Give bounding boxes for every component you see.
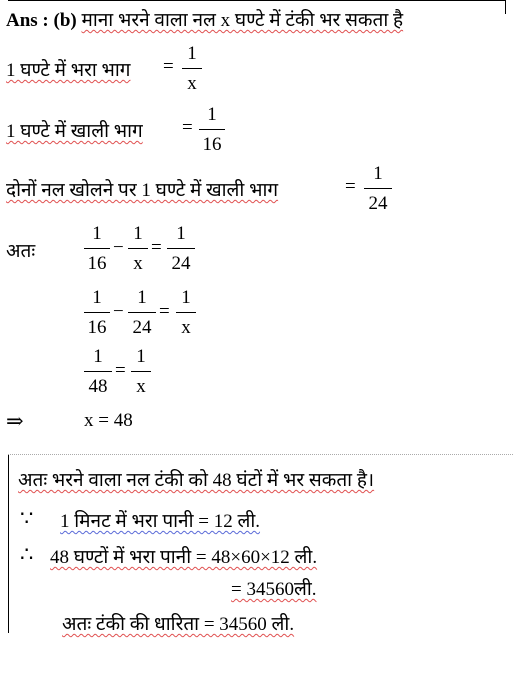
- eq3-fraction-b: 1 x: [131, 345, 151, 399]
- minus-sign: −: [113, 237, 124, 258]
- minus-sign: −: [113, 301, 124, 322]
- eq2-fraction-a: 1 16: [84, 286, 110, 340]
- fill-rate-label: 1 घण्टे में भरा भाग: [6, 60, 131, 81]
- separator: [8, 454, 513, 455]
- fraction-net-rate: 1 24: [364, 162, 392, 216]
- right-border: [505, 0, 506, 14]
- empty-rate-label: 1 घण्टे में खाली भाग: [6, 121, 143, 142]
- eq2-fraction-c: 1 x: [176, 286, 196, 340]
- equals-sign: =: [151, 237, 162, 258]
- therefore-word: अतः: [6, 241, 36, 262]
- eq1-fraction-c: 1 24: [167, 222, 195, 276]
- final-answer: x = 48: [84, 410, 133, 431]
- answer-statement: माना भरने वाला नल x घण्टे में टंकी भर सकता है: [81, 10, 404, 31]
- fraction-fill-rate: 1 x: [182, 42, 202, 96]
- equals-sign: =: [115, 360, 126, 381]
- since-line: 1 मिनट में भरा पानी = 12 ली.: [60, 511, 261, 532]
- equals-sign: =: [182, 117, 193, 138]
- therefore-symbol-icon: ∴: [20, 542, 34, 566]
- top-border: [8, 0, 505, 1]
- answer-line: [6, 6, 403, 32]
- equals-sign: =: [159, 301, 170, 322]
- eq1-fraction-a: 1 16: [84, 222, 110, 276]
- conclusion-line: अतः भरने वाला नल टंकी को 48 घंटों में भर सकता है।: [18, 470, 375, 491]
- therefore-line: 48 घण्टों में भरा पानी = 48×60×12 ली.: [50, 547, 318, 568]
- left-border: [8, 455, 9, 633]
- result-line: = 34560ली.: [231, 579, 317, 600]
- fraction-empty-rate: 1 16: [199, 103, 225, 157]
- equals-sign: =: [345, 176, 356, 197]
- answer-label: Ans : (b): [6, 10, 77, 31]
- capacity-line: अतः टंकी की धारिता = 34560 ली.: [62, 614, 295, 635]
- because-symbol-icon: ∵: [20, 506, 34, 530]
- eq3-fraction-a: 1 48: [84, 345, 112, 399]
- eq2-fraction-b: 1 24: [128, 286, 156, 340]
- eq1-fraction-b: 1 x: [128, 222, 148, 276]
- equals-sign: =: [163, 56, 174, 77]
- implies-arrow-icon: ⇒: [6, 409, 24, 433]
- both-pipes-label: दोनों नल खोलने पर 1 घण्टे में खाली भाग: [6, 180, 279, 201]
